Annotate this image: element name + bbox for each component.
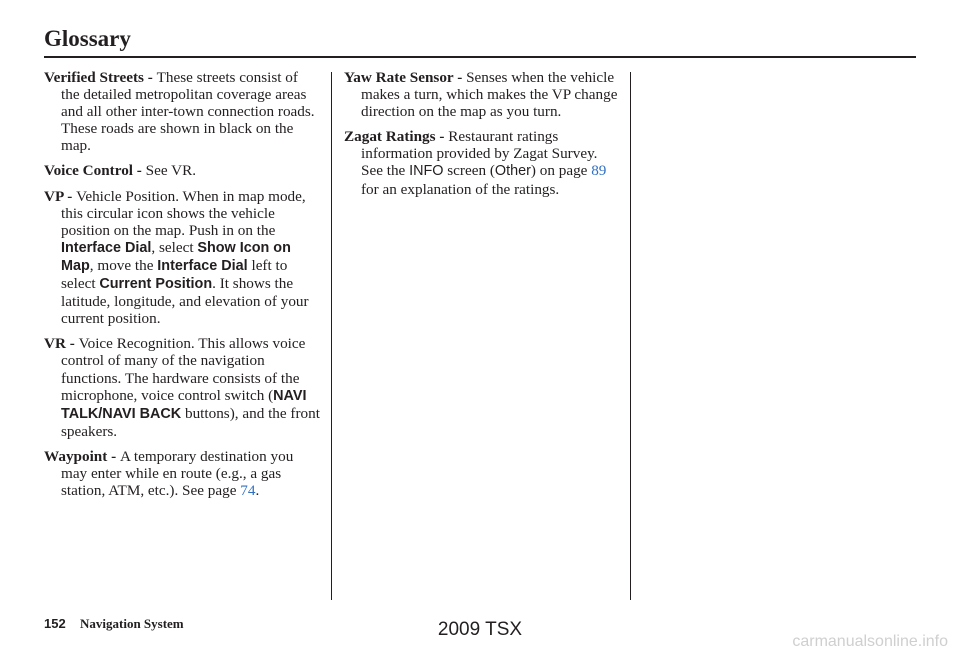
page-title: Glossary xyxy=(44,26,131,51)
definition-text: , select xyxy=(151,238,198,256)
definition-text: left to select xyxy=(61,256,288,293)
column-left xyxy=(44,69,320,507)
term: VP - xyxy=(44,187,77,205)
page-number: 152 xyxy=(44,616,66,631)
ui-label-interface-dial: Interface Dial xyxy=(157,257,248,274)
term: VR - xyxy=(44,335,79,353)
definition-text: ) on page xyxy=(530,162,592,180)
column-divider-2 xyxy=(630,72,631,600)
glossary-entry-voice-control xyxy=(44,162,320,179)
ui-label-info: INFO xyxy=(409,163,444,180)
definition-text: screen ( xyxy=(443,162,495,180)
definition-text: Voice Recognition. This allows voice control of many of the navigation functions. The hardware consists of the microphone, voice control switch ( xyxy=(61,335,306,404)
definition-text: . xyxy=(255,482,260,500)
term: Verified Streets - xyxy=(44,69,157,86)
page-link-74[interactable]: 74 xyxy=(240,482,256,500)
glossary-entry-verified-streets xyxy=(44,69,320,154)
definition-text: A temporary destination you may enter while en route (e.g., a gas station, ATM, etc.). See page xyxy=(61,447,294,500)
definition-text: . It shows the latitude, longitude, and elevation of your current position. xyxy=(61,275,309,328)
term: Waypoint - xyxy=(44,447,120,465)
column-middle xyxy=(344,69,620,206)
glossary-entry-yaw-rate-sensor xyxy=(344,69,620,120)
ui-label-interface-dial: Interface Dial xyxy=(61,239,152,256)
column-divider-1 xyxy=(331,72,332,600)
ui-label-current-position: Current Position xyxy=(99,276,213,293)
ui-label-navi-talk-back: NAVI TALK/NAVI BACK xyxy=(61,387,307,422)
section-label: Navigation System xyxy=(80,616,184,631)
watermark: carmanualsonline.info xyxy=(792,633,948,650)
glossary-entry-zagat-ratings xyxy=(344,128,620,197)
page-link-89[interactable]: 89 xyxy=(591,162,607,180)
term: Zagat Ratings - xyxy=(344,128,449,146)
term: Yaw Rate Sensor - xyxy=(344,69,467,86)
definition-text: Vehicle Position. When in map mode, this circular icon shows the vehicle position on the map. Push in on the xyxy=(61,187,306,239)
ui-label-show-icon-on-map: Show Icon on Map xyxy=(61,239,291,274)
ui-label-other: Other xyxy=(494,163,531,180)
title-divider xyxy=(44,56,916,58)
glossary-entry-vr xyxy=(44,335,320,440)
definition-text: for an explanation of the ratings. xyxy=(361,180,560,198)
definition: Senses when the vehicle makes a turn, which makes the VP change direction on the map as you turn. xyxy=(361,69,618,121)
definition: These streets consist of the detailed metropolitan coverage areas and all other inter-town connection roads. These roads are shown in black on the map. xyxy=(61,69,315,155)
glossary-entry-waypoint xyxy=(44,448,320,499)
definition: See VR. xyxy=(145,162,197,180)
definition-text: Restaurant ratings information provided by Zagat Survey. See the xyxy=(361,128,598,180)
definition-text: buttons), and the front speakers. xyxy=(61,404,320,440)
model-label: 2009 TSX xyxy=(437,619,523,640)
definition-text: , move the xyxy=(89,256,158,274)
term: Voice Control - xyxy=(44,162,146,180)
glossary-entry-vp xyxy=(44,188,320,328)
